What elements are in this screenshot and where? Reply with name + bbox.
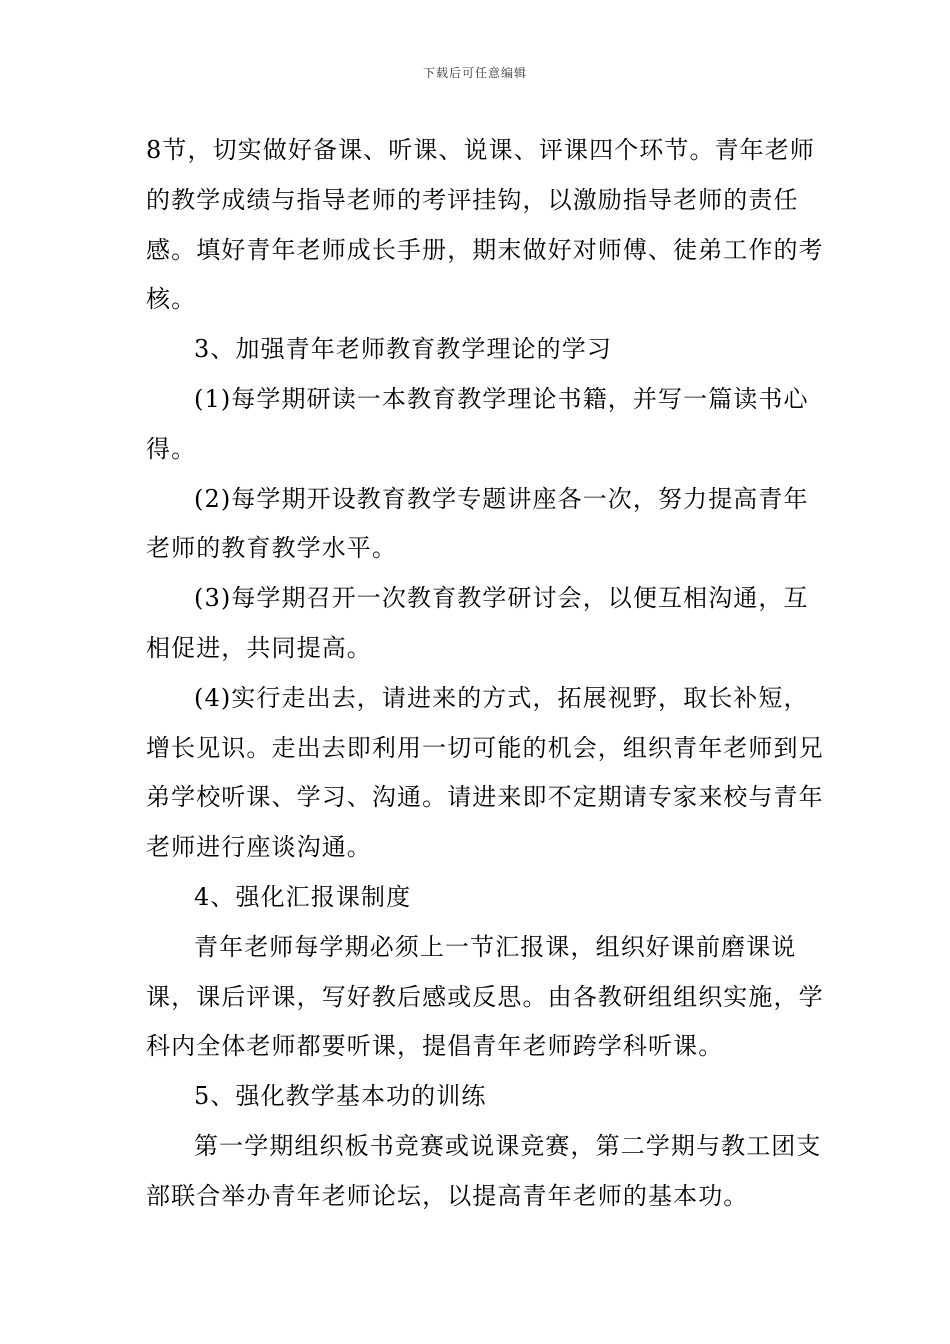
paragraph-basic-skills: 第一学期组织板书竞赛或说课竞赛，第二学期与教工团支部联合举办青年老师论坛，以提高青年老师的基本功。: [146, 1131, 822, 1210]
section-heading-5: 5、强化教学基本功的训练: [194, 1082, 487, 1111]
document-body: [146, 126, 826, 1222]
section-heading-4: 4、强化汇报课制度: [194, 882, 412, 911]
section-heading-3: 3、加强青年老师教育教学理论的学习: [194, 335, 612, 364]
paragraph-continuation: 8节，切实做好备课、听课、说课、评课四个环节。青年老师的教学成绩与指导老师的考评挂钩，以激励指导老师的责任感。填好青年老师成长手册，期末做好对师傅、徒弟工作的考核。: [146, 136, 824, 314]
list-item-1: (1)每学期研读一本教育教学理论书籍，并写一篇读书心得。: [146, 384, 809, 463]
list-item-4: (4)实行走出去，请进来的方式，拓展视野，取长补短，增长见识。走出去即利用一切可能的机会，组织青年老师到兄弟学校听课、学习、沟通。请进来即不定期请专家来校与青年老师进行座谈沟通。: [146, 683, 824, 862]
list-item-3: (3)每学期召开一次教育教学研讨会，以便互相沟通，互相促进，共同提高。: [146, 584, 809, 662]
page-header: 下载后可任意编辑: [422, 66, 527, 80]
list-item-2: (2)每学期开设教育教学专题讲座各一次，努力提高青年老师的教育教学水平。: [146, 484, 809, 563]
paragraph-report-class: 青年老师每学期必须上一节汇报课，组织好课前磨课说课，课后评课，写好教后感或反思。由各教研组组织实施，学科内全体老师都要听课，提倡青年老师跨学科听课。: [146, 932, 824, 1061]
